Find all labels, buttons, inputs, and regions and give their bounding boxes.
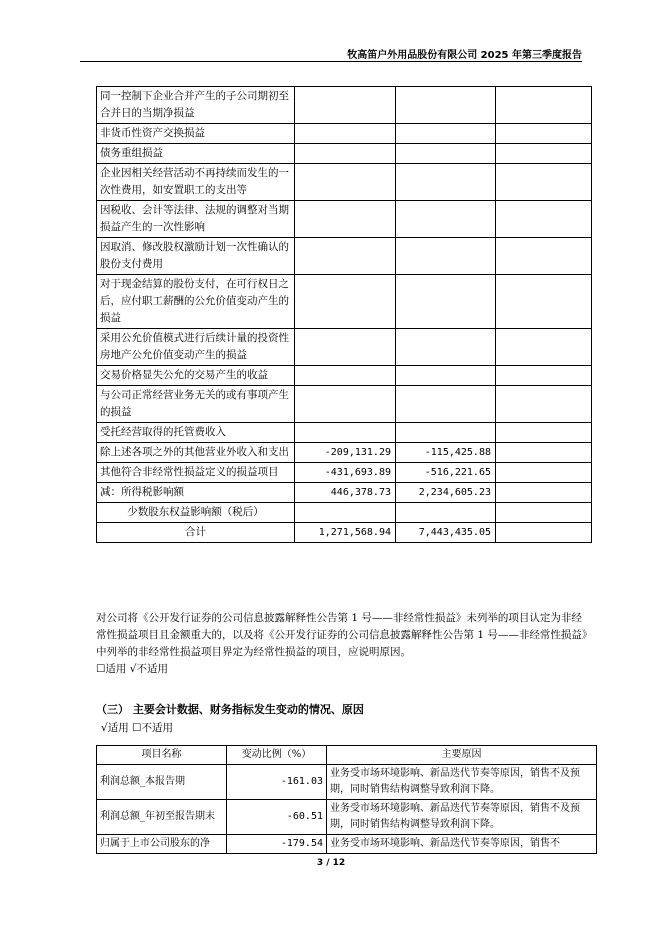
table-row — [97, 275, 592, 329]
item-value-period — [295, 144, 396, 164]
note-options: ☐适用 √不适用 — [96, 663, 168, 675]
item-value-period — [295, 124, 396, 144]
changes-header-row — [97, 746, 597, 765]
item-note — [496, 523, 592, 543]
item-note — [496, 443, 592, 463]
item-value-period — [295, 423, 396, 443]
item-value-period: 446,378.73 — [295, 483, 396, 503]
change-reason: 业务受市场环境影响、新品迭代节奏等原因，销售不 — [327, 835, 597, 854]
header-change-ratio: 变动比例（%） — [227, 746, 327, 765]
item-label: 采用公允价值模式进行后续计量的投资性房地产公允价值变动产生的损益 — [97, 329, 295, 366]
table-row — [97, 238, 592, 275]
item-value-ytd — [396, 503, 496, 523]
item-label: 减：所得税影响额 — [97, 483, 295, 503]
table-row — [97, 523, 592, 543]
header-item-name: 项目名称 — [97, 746, 227, 765]
page-number: 3 / 12 — [316, 858, 346, 868]
table-row — [97, 144, 592, 164]
item-note — [496, 483, 592, 503]
item-note — [496, 329, 592, 366]
item-value-period — [295, 275, 396, 329]
table-row — [97, 201, 592, 238]
item-note — [496, 275, 592, 329]
item-value-period — [295, 87, 396, 124]
item-value-ytd — [396, 329, 496, 366]
change-reason: 业务受市场环境影响、新品迭代节奏等原因，销售不及预期，同时销售结构调整导致利润下降。 — [327, 800, 597, 835]
item-note — [496, 201, 592, 238]
table-row — [97, 503, 592, 523]
item-label: 合计 — [97, 523, 295, 543]
change-ratio: -60.51 — [227, 800, 327, 835]
item-note — [496, 124, 592, 144]
item-value-period — [295, 201, 396, 238]
table-row — [97, 164, 592, 201]
item-value-period: 1,271,568.94 — [295, 523, 396, 543]
item-label: 受托经营取得的托管费收入 — [97, 423, 295, 443]
table-row — [97, 765, 597, 800]
item-value-period: -209,131.29 — [295, 443, 396, 463]
item-value-ytd — [396, 164, 496, 201]
page-header: 牧高笛户外用品股份有限公司 2025 年第三季度报告 — [347, 50, 582, 61]
table-row — [97, 443, 592, 463]
section-options: √适用 ☐不适用 — [101, 722, 173, 734]
table-row — [97, 329, 592, 366]
changes-table — [96, 745, 597, 854]
item-value-ytd: 2,234,605.23 — [396, 483, 496, 503]
item-value-period: -431,693.89 — [295, 463, 396, 483]
item-value-period — [295, 366, 396, 386]
item-value-ytd — [396, 238, 496, 275]
section-title: （三） 主要会计数据、财务指标发生变动的情况、原因 — [96, 703, 364, 716]
item-value-ytd — [396, 144, 496, 164]
item-value-ytd — [396, 201, 496, 238]
item-value-period — [295, 164, 396, 201]
change-item-name: 归属于上市公司股东的净 — [97, 835, 227, 854]
item-value-ytd: 7,443,435.05 — [396, 523, 496, 543]
item-value-period — [295, 386, 396, 423]
note-text: 对公司将《公开发行证券的公司信息披露解释性公告第 1 号——非经常性损益》未列举的项目认定为非经常性损益项目且金额重大的，以及将《公开发行证券的公司信息披露解释性公告第 1 号——非经常性损益》中列举的非经常性损益项目界定为经常性损益的项目，应说明原因。 — [96, 612, 588, 658]
item-value-period — [295, 329, 396, 366]
item-value-ytd — [396, 87, 496, 124]
change-item-name: 利润总额_本报告期 — [97, 765, 227, 800]
item-label: 少数股东权益影响额（税后） — [97, 503, 295, 523]
table-row — [97, 366, 592, 386]
item-label: 因取消、修改股权激励计划一次性确认的股份支付费用 — [97, 238, 295, 275]
item-note — [496, 366, 592, 386]
item-value-ytd: -115,425.88 — [396, 443, 496, 463]
item-label: 企业因相关经营活动不再持续而发生的一次性费用，如安置职工的支出等 — [97, 164, 295, 201]
item-note — [496, 503, 592, 523]
table-row — [97, 124, 592, 144]
item-value-ytd — [396, 423, 496, 443]
change-ratio: -161.03 — [227, 765, 327, 800]
table-row — [97, 386, 592, 423]
item-value-ytd — [396, 124, 496, 144]
table-row — [97, 835, 597, 854]
item-label: 交易价格显失公允的交易产生的收益 — [97, 366, 295, 386]
item-label: 除上述各项之外的其他营业外收入和支出 — [97, 443, 295, 463]
non-recurring-items-table — [96, 86, 592, 543]
item-note — [496, 463, 592, 483]
item-value-ytd: -516,221.65 — [396, 463, 496, 483]
item-value-ytd — [396, 275, 496, 329]
item-note — [496, 423, 592, 443]
header-divider — [80, 61, 582, 62]
table-row — [97, 87, 592, 124]
item-value-period — [295, 503, 396, 523]
item-label: 因税收、会计等法律、法规的调整对当期损益产生的一次性影响 — [97, 201, 295, 238]
header-main-reason: 主要原因 — [327, 746, 597, 765]
change-reason: 业务受市场环境影响、新品迭代节奏等原因，销售不及预期，同时销售结构调整导致利润下降。 — [327, 765, 597, 800]
table-row — [97, 483, 592, 503]
table-row — [97, 423, 592, 443]
item-note — [496, 87, 592, 124]
change-ratio: -179.54 — [227, 835, 327, 854]
item-label: 与公司正常经营业务无关的或有事项产生的损益 — [97, 386, 295, 423]
item-note — [496, 238, 592, 275]
item-note — [496, 164, 592, 201]
item-note — [496, 144, 592, 164]
item-label: 债务重组损益 — [97, 144, 295, 164]
item-value-ytd — [396, 366, 496, 386]
item-label: 对于现金结算的股份支付，在可行权日之后，应付职工薪酬的公允价值变动产生的损益 — [97, 275, 295, 329]
table-row — [97, 800, 597, 835]
change-item-name: 利润总额_年初至报告期末 — [97, 800, 227, 835]
item-value-period — [295, 238, 396, 275]
item-value-ytd — [396, 386, 496, 423]
table-row — [97, 463, 592, 483]
item-label: 同一控制下企业合并产生的子公司期初至合并日的当期净损益 — [97, 87, 295, 124]
disclosure-note — [96, 610, 592, 678]
item-label: 非货币性资产交换损益 — [97, 124, 295, 144]
item-note — [496, 386, 592, 423]
item-label: 其他符合非经常性损益定义的损益项目 — [97, 463, 295, 483]
